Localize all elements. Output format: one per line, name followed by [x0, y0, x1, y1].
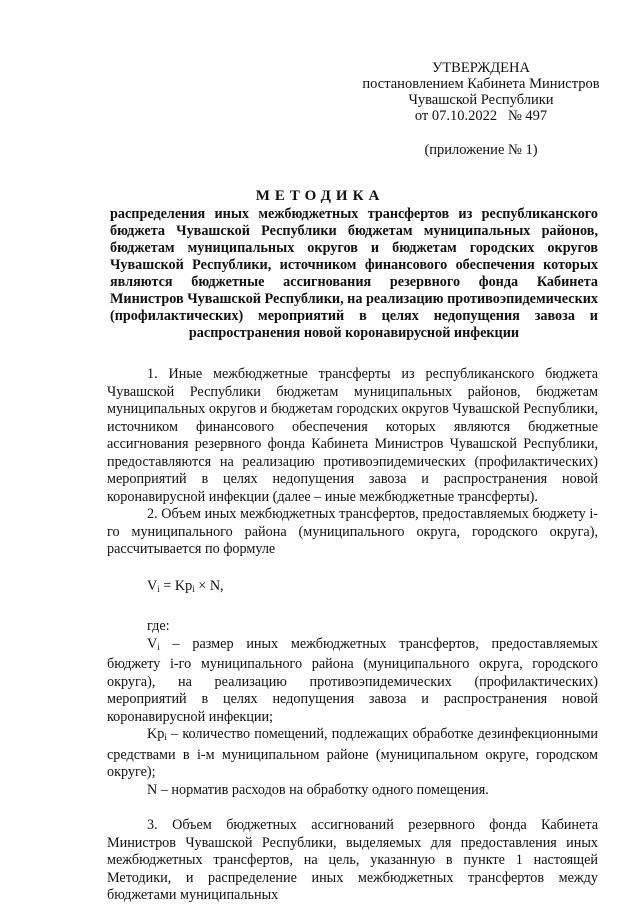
document-subtitle: распределения иных межбюджетных трансфертов из республиканского бюджета Чувашской Республики бюджетам муниципальных районов, бюджетам муниципальных округов и бюджетам городских округов Чувашской Республики, источником финансового обеспечения которых являются бюджетные ассигнования резервного фонда Кабинета Министров Чувашской Республики, на реализацию противоэпидемических (профилактических) мероприятий в целях недопущения завоза и распространения новой коронавирусной инфекции — [110, 206, 599, 341]
definition-n: N – норматив расходов на обработку одного помещения. — [147, 781, 489, 798]
approval-republic: Чувашской Республики — [408, 92, 554, 108]
approval-status: УТВЕРЖДЕНА — [432, 60, 530, 76]
document-body — [107, 366, 598, 905]
definition-v-index: i — [157, 641, 160, 652]
formula — [107, 578, 598, 599]
document-title: МЕТОДИКА — [255, 188, 385, 204]
definition-v-symbol: V — [147, 635, 158, 652]
formula-v-index: i — [157, 583, 160, 594]
appendix-note: (приложение № 1) — [424, 142, 538, 158]
approval-authority: постановлением Кабинета Министров — [362, 76, 600, 92]
definition-kp-text: – количество помещений, подлежащих обработке дезинфекционными средствами в i-м муниципальном районе (муниципальном округе, городском округе); — [107, 726, 598, 780]
approval-date-number: от 07.10.2022 № 497 — [414, 108, 548, 124]
approval-block — [362, 60, 600, 124]
definition-kp-symbol: Kp — [147, 726, 165, 742]
formula-kp-index: i — [192, 583, 195, 594]
paragraph-1: 1. Иные межбюджетные трансферты из республиканского бюджета Чувашской Республики бюджетам муниципальных районов, бюджетам муниципальных округов и бюджетам городских округов Чувашской Республики, источником финансового обеспечения которых являются бюджетные ассигнования резервного фонда Кабинета Министров Чувашской Республики, предоставляются на реализацию противоэпидемических (профилактических) мероприятий в целях недопущения завоза и распространения новой коронавирусной инфекции (далее – иные межбюджетные трансферты). — [107, 366, 598, 505]
definition-kp-index: i — [164, 732, 167, 742]
formula-v: V — [147, 577, 158, 594]
paragraph-2: 2. Объем иных межбюджетных трансфертов, предоставляемых бюджету i-го муниципального района (муниципального округа, городского округа), рассчитывается по формуле — [107, 506, 598, 557]
formula-kp: = Kp — [159, 577, 193, 594]
paragraph-3: 3. Объем бюджетных ассигнований резервного фонда Кабинета Министров Чувашской Республики, выделяемых для предоставления иных межбюджетных трансфертов, на цель, указанную в пункте 1 настоящей Методики, и распределение иных межбюджетных трансфертов между бюджетами муниципальных — [107, 817, 598, 903]
where-label: где: — [147, 618, 170, 634]
definition-kp — [107, 726, 598, 782]
definition-v — [107, 636, 598, 727]
formula-n: × N, — [194, 577, 224, 594]
definition-v-text: – размер иных межбюджетных трансфертов, предоставляемых бюджету i-го муниципального района (муниципального округа, городского округа), на реализацию противоэпидемических (профилактических) мероприятий в целях недопущения завоза и распространения новой коронавирусной инфекции; — [107, 635, 598, 725]
